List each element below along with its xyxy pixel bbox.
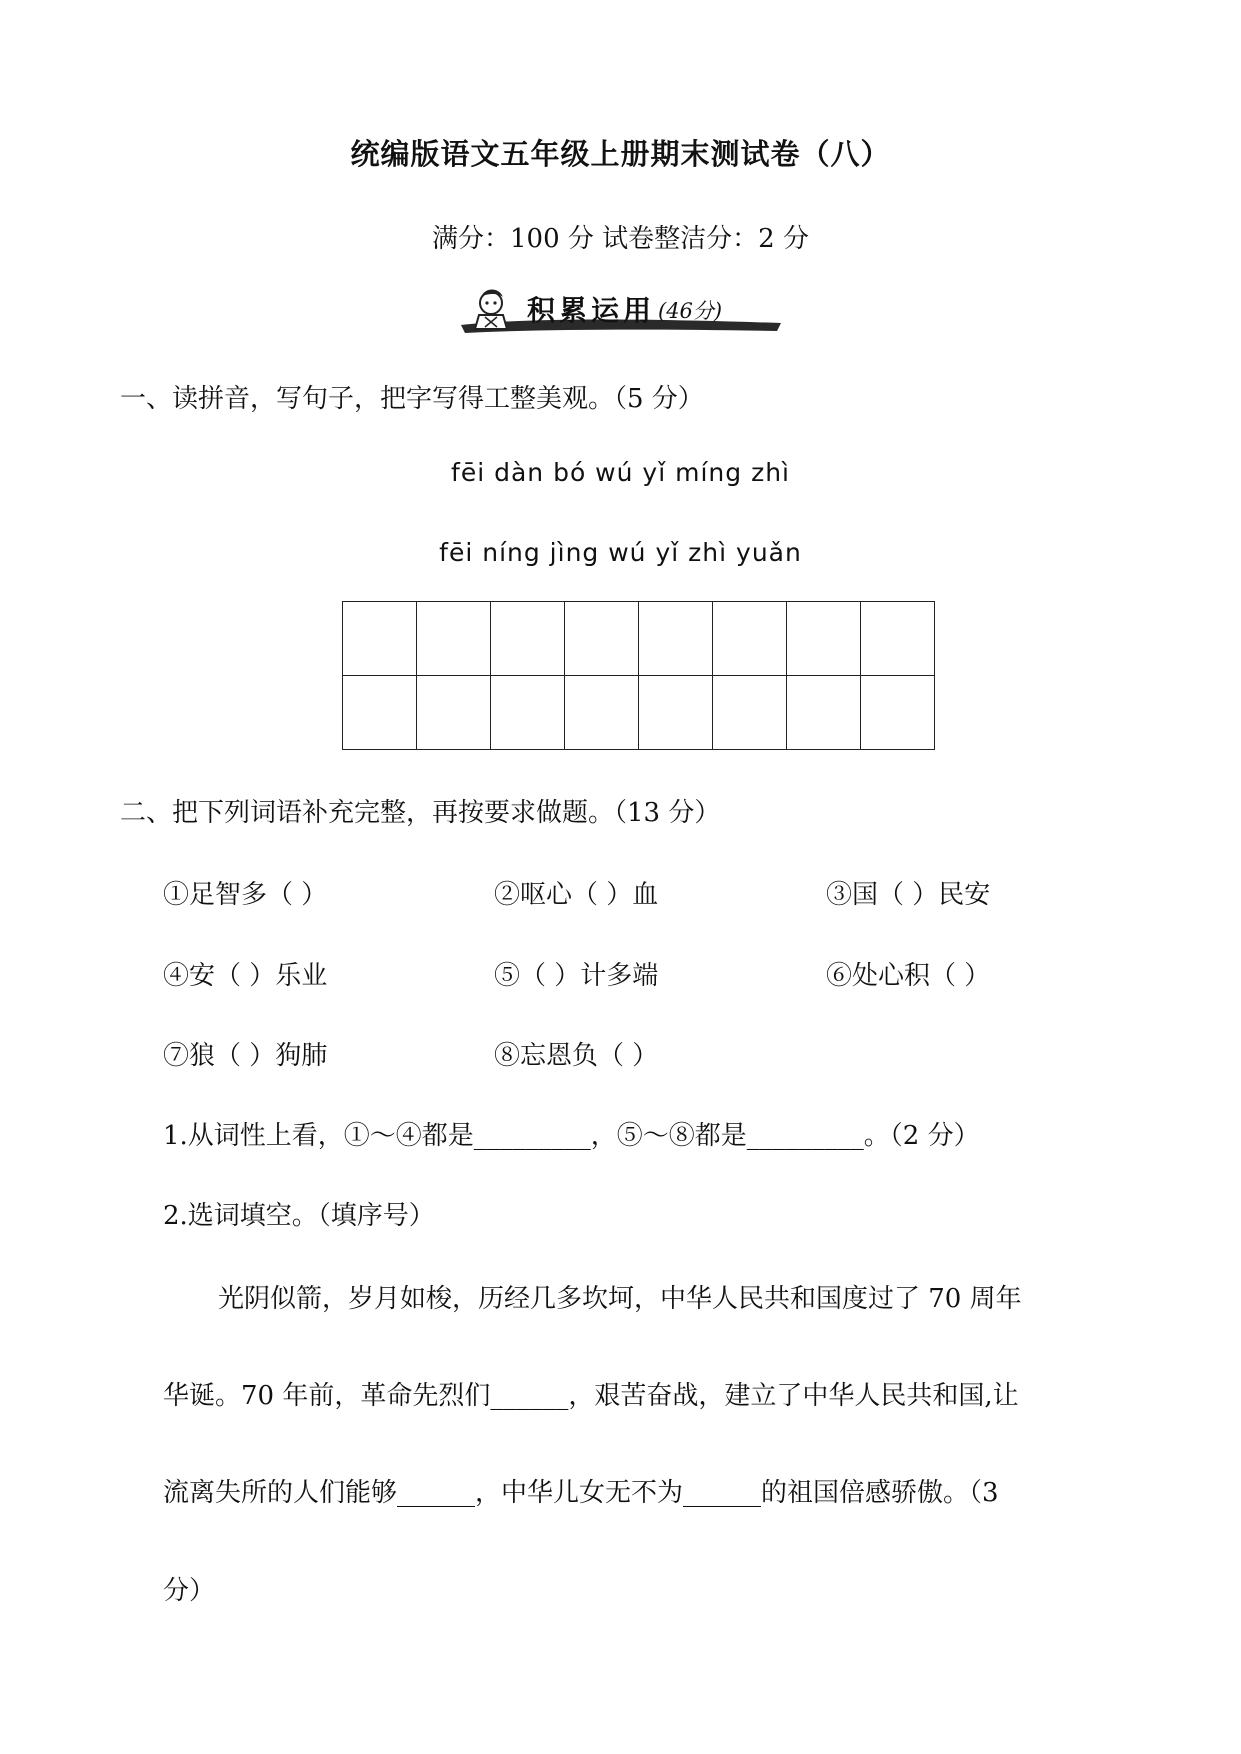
question-1-heading: 一、读拼音，写句子，把字写得工整美观。（5 分） <box>120 384 704 414</box>
paragraph-line: 分） <box>163 1576 216 1606</box>
idiom-item: ②呕心（ ）血 <box>494 880 659 910</box>
grid-cell[interactable] <box>861 602 935 676</box>
idiom-item: ⑤（ ）计多端 <box>494 961 659 991</box>
page-title: 统编版语文五年级上册期末测试卷（八） <box>350 137 891 171</box>
section-title: 积累运用 <box>527 294 656 327</box>
student-mascot-icon <box>475 290 507 330</box>
idiom-item: ④安（ ）乐业 <box>163 961 328 991</box>
grid-cell[interactable] <box>343 676 417 750</box>
idiom-item: ⑥处心积（ ） <box>826 961 991 991</box>
idiom-item: ①足智多（ ） <box>163 880 328 910</box>
grid-cell[interactable] <box>491 602 565 676</box>
pinyin-line-2: fēi níng jìng wú yǐ zhì yuǎn <box>439 538 802 567</box>
grid-cell[interactable] <box>491 676 565 750</box>
grid-cell[interactable] <box>861 676 935 750</box>
paragraph-line: 华诞。70 年前，革命先烈们______，艰苦奋战，建立了中华人民共和国,让 <box>163 1381 1019 1411</box>
section-banner <box>455 285 785 335</box>
grid-cell[interactable] <box>787 602 861 676</box>
score-info: 满分：100 分 试卷整洁分：2 分 <box>432 224 809 254</box>
grid-cell[interactable] <box>787 676 861 750</box>
sub-question-1: 1.从词性上看，①～④都是_________，⑤～⑧都是_________。（2 分） <box>163 1121 980 1151</box>
question-2-heading: 二、把下列词语补充完整，再按要求做题。（13 分） <box>120 798 721 828</box>
paragraph-line: 光阴似箭，岁月如梭，历经几多坎坷，中华人民共和国度过了 70 周年 <box>218 1284 1022 1314</box>
grid-cell[interactable] <box>713 676 787 750</box>
section-score: (46分) <box>658 299 723 323</box>
idiom-item: ⑦狼（ ）狗肺 <box>163 1041 328 1071</box>
paragraph-line: 流离失所的人们能够______，中华儿女无不为______的祖国倍感骄傲。（3 <box>163 1478 999 1508</box>
idiom-item: ③国（ ）民安 <box>826 880 991 910</box>
grid-cell[interactable] <box>565 602 639 676</box>
grid-cell[interactable] <box>417 602 491 676</box>
sub-question-2: 2.选词填空。（填序号） <box>163 1201 435 1231</box>
pinyin-line-1: fēi dàn bó wú yǐ míng zhì <box>451 458 790 487</box>
idiom-item: ⑧忘恩负（ ） <box>494 1041 659 1071</box>
grid-cell[interactable] <box>639 676 713 750</box>
grid-cell[interactable] <box>565 676 639 750</box>
grid-cell[interactable] <box>639 602 713 676</box>
grid-cell[interactable] <box>417 676 491 750</box>
grid-cell[interactable] <box>343 602 417 676</box>
grid-cell[interactable] <box>713 602 787 676</box>
writing-grid[interactable] <box>342 601 935 750</box>
